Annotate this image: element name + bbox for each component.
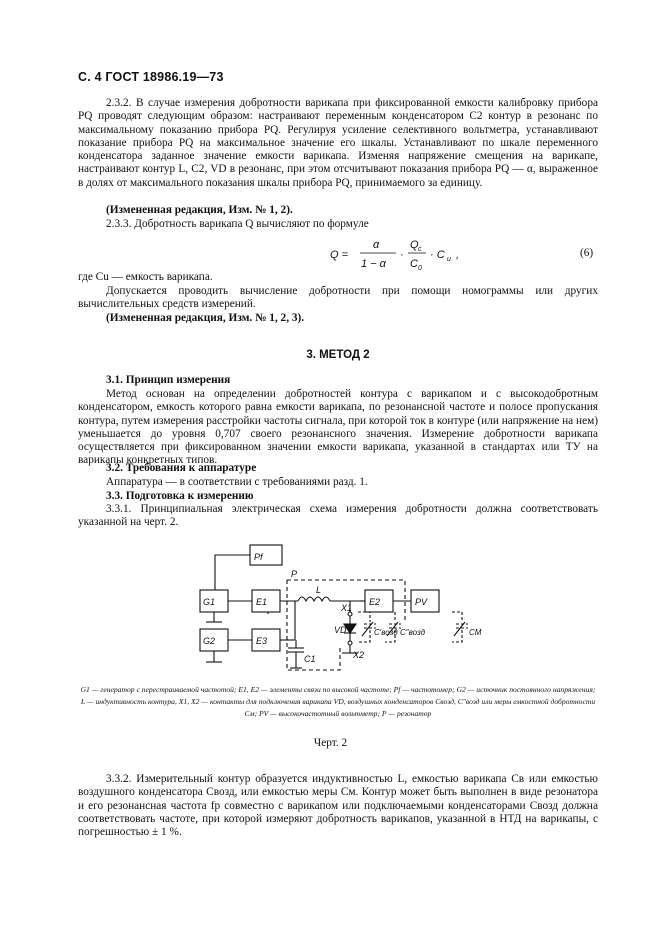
label-cv1: C′возд <box>374 628 398 637</box>
formula-den1: 1 − α <box>361 258 386 270</box>
label-x2: X2 <box>353 650 365 660</box>
figure-label: Черт. 2 <box>313 737 348 749</box>
label-cm: CM <box>469 628 482 637</box>
paragraph-3-3-1: 3.3.1. Принципиальная электрическая схема измерения добротности должна соответствовать указанной на черт. 2. <box>78 503 598 529</box>
label-pv: PV <box>415 597 428 607</box>
label-l: L <box>316 585 322 595</box>
formula-number: (6) <box>580 247 594 259</box>
formula-den2: C <box>410 258 418 270</box>
paragraph-3-3-2: 3.3.2. Измерительный контур образуется индуктивностью L, емкостью варикапа Cв или емкостью воздушного конденсатора Cвозд, или емкостью меры Cм. Контур может быть выполнен в виде резонатора и его резонансная частота fр совместно с варикапом или подключаемыми конденсаторами Cвозд должна соответствовать частоте, при которой измеряют добротность варикапов, указанной в НТД на варикапы, с погрешностью ± 1 %. <box>78 773 598 839</box>
label-e3: E3 <box>256 636 268 646</box>
where-text: где Cu — емкость варикапа. <box>78 271 213 283</box>
formula-lhs: Q = <box>330 249 349 261</box>
section-title: 3. МЕТОД 2 <box>306 349 370 361</box>
label-c1: C1 <box>304 654 316 664</box>
paragraph-3-1: Метод основан на определении добротностей контура с варикапом и с высокодобротным конденсатором, емкость которого равна емкости варикапа, по резонансной частоте и полосе пропускания контура, путем измерения расстройки частоты сигнала, при которой ток в контуре (или напряжение на нем) уменьшается до уровня 0,707 своего резонансного значения. Измерение добротности варикапа осуществляется при фиксированном значении емкости варикапа, указанной в стандартах или ТУ на варикапы конкретных типов. <box>78 388 598 467</box>
formula-num2: Q <box>410 239 419 251</box>
label-e1: E1 <box>256 597 268 607</box>
page-header: С. 4 ГОСТ 18986.19—73 <box>78 70 224 84</box>
label-g2: G2 <box>203 636 216 646</box>
subsection-3-2-title: 3.2. Требования к аппаратуре <box>106 462 257 474</box>
paragraph-2-3-3: 2.3.3. Добротность варикапа Q вычисляют по формуле <box>106 218 369 230</box>
figure-caption: G1 — генератор с перестраиваемой частотой; E1, E2 — элементы связи по высокой частоте; Pf — частотомер; G2 — источник постоянного напряжения; L — индуктивность контура, X1, X2 — контакты для подключения варикапа VD, воздушных конденсаторов Cвозд, C″возд или меры емкостной добротности Cм; PV — высокочастотный вольтметр; P — резонатор <box>80 685 596 718</box>
label-vd: VD <box>334 625 347 635</box>
allow-text: Допускается проводить вычисление добротности при помощи номограммы или других вычислительных средств измерений. <box>78 285 598 311</box>
label-pf: Pf <box>254 552 263 562</box>
circuit-diagram <box>190 540 560 680</box>
label-cv2: C″возд <box>400 628 426 637</box>
formula-num2-sub: c <box>418 246 422 253</box>
edit-note-1: (Измененная редакция, Изм. № 1, 2). <box>106 204 293 216</box>
formula-tail: · C <box>430 249 445 261</box>
formula-num1: α <box>373 239 380 251</box>
paragraph-3-2: Аппаратура — в соответствии с требованиями разд. 1. <box>106 476 368 488</box>
edit-note-2: (Измененная редакция, Изм. № 1, 2, 3). <box>106 312 305 324</box>
label-x1: X1 <box>341 603 353 613</box>
label-e2: E2 <box>369 597 381 607</box>
label-g1: G1 <box>203 597 216 607</box>
subsection-3-1-title: 3.1. Принцип измерения <box>106 374 231 386</box>
formula-tail-sub: u <box>447 256 451 263</box>
subsection-3-3-title: 3.3. Подготовка к измерению <box>106 490 254 502</box>
formula-end: , <box>456 249 460 261</box>
label-p: P <box>291 569 298 579</box>
formula-den2-sub: 0 <box>418 265 422 272</box>
paragraph-2-3-2: 2.3.2. В случае измерения добротности варикапа при фиксированной емкости калибровку прибора PQ проводят следующим образом: настраивают переменным конденсатором C2 контур в резонанс по максимальному показанию прибора PQ. Регулируя усиление селективного вольтметра, устанавливают показание прибора PQ на максимальное значение его шкалы. Устанавливают по шкале переменного конденсатора заданное значение емкости варикапа. Изменяя напряжение смещения на варикапе, настраивают контур L, C2, VD в резонанс, при этом отсчитывают показания прибора PQ — α, выраженное в долях от максимального показания шкалы прибора PQ, принимаемого за единицу. <box>78 97 598 189</box>
svg-text:·: · <box>400 249 404 261</box>
